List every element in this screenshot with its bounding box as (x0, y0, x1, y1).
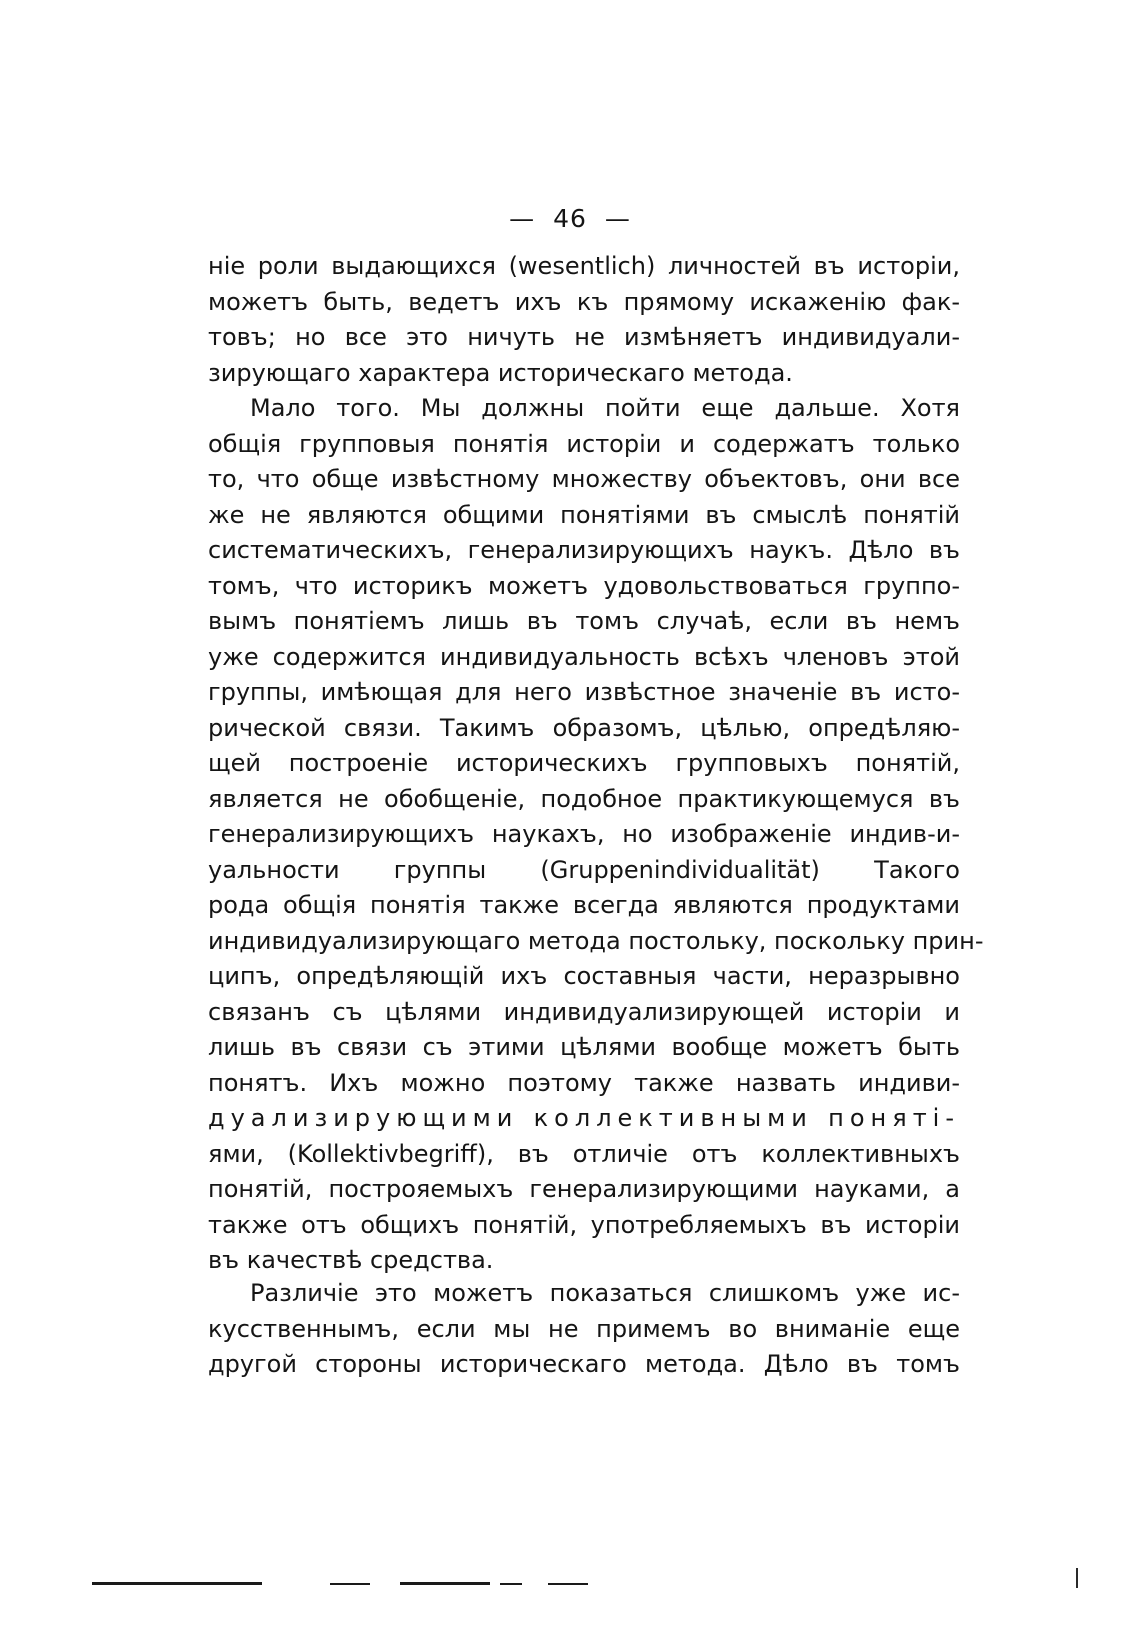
text-line: рической связи. Такимъ образомъ, цѣлью, опредѣляю- (208, 713, 960, 742)
text-line: можетъ быть, ведетъ ихъ къ прямому искаженію фак- (208, 287, 960, 316)
text-line: товъ; но все это ничуть не измѣняетъ индивидуали- (208, 323, 960, 351)
text-line: ніе роли выдающихся (wesentlich) личностей въ исторіи, (208, 252, 960, 280)
text-line: въ качествѣ средства. (208, 1246, 494, 1274)
text-line: связанъ съ цѣлями индивидуализирующей исторіи и (208, 997, 960, 1026)
page-number (0, 204, 1140, 233)
text-line: систематическихъ, генерализирующихъ наукъ. Дѣло въ (208, 536, 960, 564)
text-line: рода общія понятія также всегда являются продуктами (208, 891, 960, 919)
text-line: Различіе это можетъ показаться слишкомъ уже ис- (250, 1279, 960, 1307)
scan-edge-mark (548, 1583, 588, 1585)
page-number-dash-right: — (604, 204, 631, 233)
text-line: же не являются общими понятіями въ смыслѣ понятій (208, 500, 960, 529)
text-line: вымъ понятіемъ лишь въ томъ случаѣ, если въ немъ (208, 607, 960, 635)
scan-edge-mark (500, 1583, 522, 1585)
text-line: является не обобщеніе, подобное практикующемуся въ (208, 784, 960, 813)
text-line: зирующаго характера историческаго метода. (208, 358, 793, 387)
paragraph-2 (208, 391, 984, 1279)
scan-edge-mark (400, 1582, 490, 1585)
text-line: томъ, что историкъ можетъ удовольствоваться группо- (208, 571, 960, 600)
text-line: то, что обще извѣстному множеству объектовъ, они все (208, 465, 960, 493)
text-line: щей построеніе историческихъ групповыхъ понятій, (208, 749, 960, 777)
scan-edge-tick (1076, 1568, 1078, 1588)
text-line: уальности группы (Gruppenindividualität) Такого (208, 855, 960, 884)
scan-edge-mark (330, 1583, 370, 1585)
text-line: дуализирующими коллективными понятi- (208, 1104, 960, 1132)
page-number-value: 46 (553, 204, 587, 233)
text-line: уже содержится индивидуальность всѣхъ членовъ этой (208, 642, 960, 671)
text-line: также отъ общихъ понятій, употребляемыхъ въ исторіи (208, 1210, 960, 1239)
text-line: общія групповыя понятія исторіи и содержатъ только (208, 429, 960, 458)
paragraph-3 (208, 1276, 960, 1383)
text-line: генерализирующихъ наукахъ, но изображеніе индив-и- (208, 820, 960, 848)
text-line: Мало того. Мы должны пойти еще дальше. Хотя (250, 394, 960, 422)
text-line: ями, (Kollektivbegriff), въ отличіе отъ коллективныхъ (208, 1139, 960, 1168)
paragraph-continuation (208, 249, 960, 391)
text-line: лишь въ связи съ этими цѣлями вообще можетъ быть (208, 1033, 960, 1061)
scan-edge-mark (92, 1582, 262, 1585)
text-line: ципъ, опредѣляющій ихъ составныя части, неразрывно (208, 962, 960, 990)
text-line: понятій, построяемыхъ генерализирующими науками, а (208, 1175, 960, 1203)
text-line: кусственнымъ, если мы не примемъ во вниманіе еще (208, 1314, 960, 1343)
text-line: понятъ. Ихъ можно поэтому также назвать индиви- (208, 1068, 960, 1097)
text-line: индивидуализирующаго метода постольку, поскольку прин- (208, 926, 984, 955)
text-line: группы, имѣющая для него извѣстное значеніе въ исто- (208, 678, 960, 706)
text-line: другой стороны историческаго метода. Дѣло въ томъ (208, 1350, 960, 1378)
page-number-dash-left: — (509, 204, 536, 233)
